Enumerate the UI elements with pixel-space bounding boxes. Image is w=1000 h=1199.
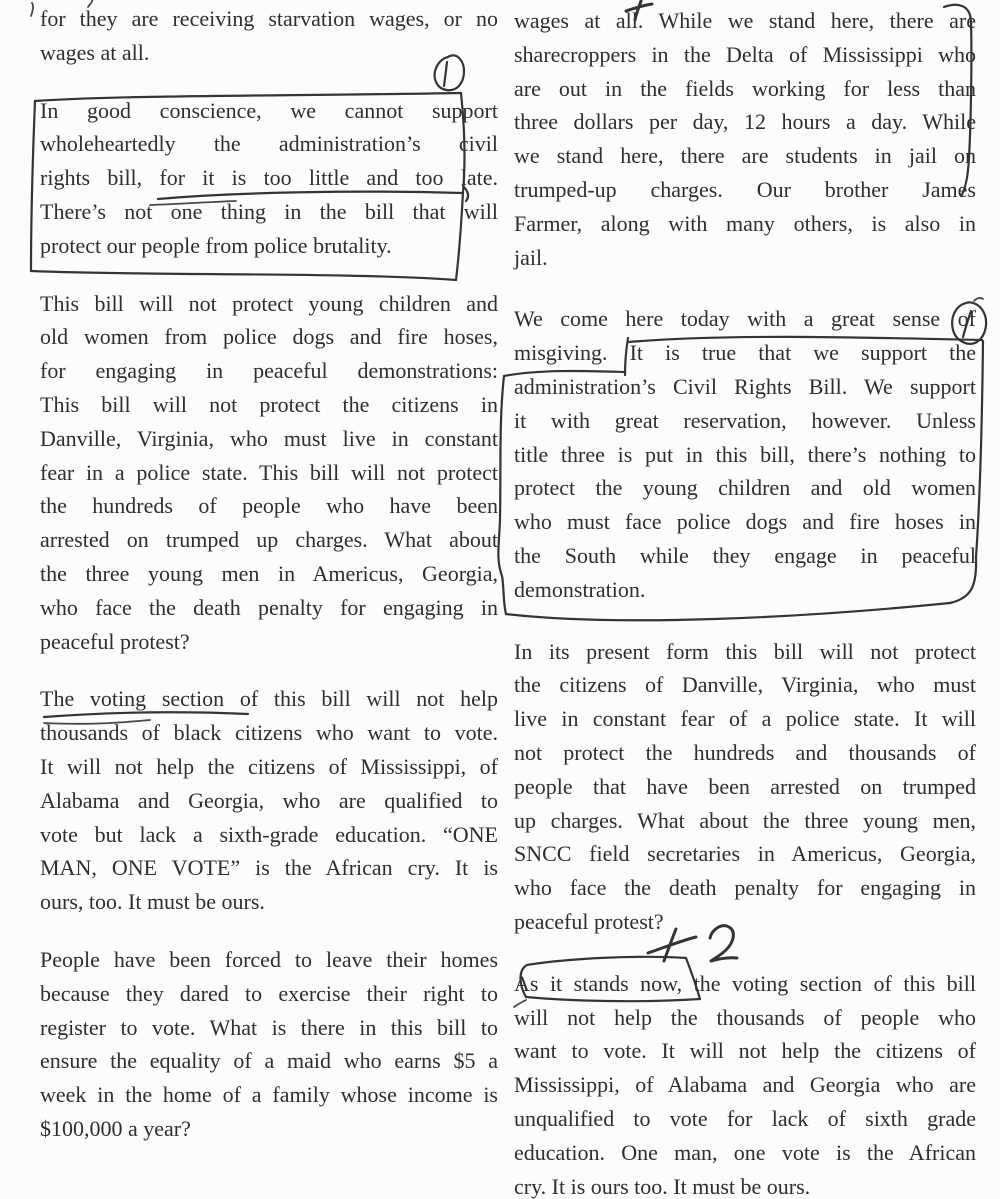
text-line: sharecroppers in the Delta of Mississippi who [514, 41, 976, 67]
right-text-column [514, 0, 976, 1199]
text-line: because they dared to exercise their right to [40, 980, 498, 1006]
text-line: people that have been arrested on trumped [514, 773, 976, 799]
paragraph [40, 94, 498, 263]
text-line: vote but lack a sixth-grade education. “ONE [40, 821, 498, 847]
text-line: want to vote. It will not help the citizens of [514, 1038, 976, 1064]
text-line: protect our people from police brutality. [40, 232, 392, 258]
paragraph [514, 635, 976, 939]
text-line: This bill will not protect young children and [40, 290, 498, 316]
text-line: Farmer, along with many others, is also in [514, 210, 976, 236]
text-line: rights bill, for it is too little and too late. [40, 165, 498, 191]
text-line: wages at all. While we stand here, there are [514, 8, 976, 33]
text-line: three dollars per day, 12 hours a day. While [514, 109, 976, 135]
text-line: ours, too. It must be ours. [40, 889, 265, 915]
text-line: unqualified to vote for lack of sixth grade [514, 1105, 976, 1131]
text-line: who must face police dogs and fire hoses in [514, 509, 976, 535]
text-line: jail. [514, 244, 548, 270]
text-line: we stand here, there are students in jail on [514, 143, 976, 169]
text-line: who face the death penalty for engaging in [40, 594, 498, 620]
text-line: In its present form this bill will not protect [514, 638, 976, 664]
text-line: $100,000 a year? [40, 1115, 191, 1141]
text-line: will not help the thousands of people who [514, 1004, 976, 1030]
text-line: for they are receiving starvation wages, or no [40, 6, 498, 31]
text-line: This bill will not protect the citizens in [40, 391, 498, 417]
text-line: As it stands now, the voting section of this bill [514, 970, 976, 996]
text-line: wholeheartedly the administration’s civil [40, 131, 498, 157]
text-line: title three is put in this bill, there’s nothing to [514, 441, 976, 467]
paragraph [514, 967, 976, 1199]
text-line: for engaging in peaceful demonstrations: [40, 358, 498, 384]
text-line: old women from police dogs and fire hoses, [40, 324, 498, 350]
text-line: peaceful protest? [514, 908, 664, 934]
text-line: who face the death penalty for engaging in [514, 875, 976, 901]
text-line: the hundreds of people who have been [40, 493, 498, 519]
text-line: protect the young children and old women [514, 475, 976, 501]
text-line: not protect the hundreds and thousands of [514, 739, 976, 765]
text-line: The voting section of this bill will not help [40, 686, 498, 712]
text-line: In good conscience, we cannot support [40, 97, 498, 123]
text-line: peaceful protest? [40, 628, 190, 654]
text-line: Mississippi, of Alabama and Georgia who are [514, 1072, 976, 1098]
text-line: We come here today with a great sense of [514, 306, 976, 332]
text-line: the citizens of Danville, Virginia, who must [514, 672, 976, 698]
text-line: the South while they engage in peaceful [514, 542, 976, 568]
text-line: education. One man, one vote is the African [514, 1139, 976, 1165]
text-line: week in the home of a family whose income is [40, 1082, 498, 1108]
text-line: thousands of black citizens who want to vote. [40, 720, 498, 746]
paragraph [40, 682, 498, 919]
text-line: People have been forced to leave their homes [40, 946, 498, 972]
text-line: arrested on trumped up charges. What about [40, 527, 498, 553]
text-line: up charges. What about the three young men, [514, 807, 976, 833]
text-line: There’s not one thing in the bill that will [40, 198, 498, 224]
text-line: administration’s Civil Rights Bill. We support [514, 373, 976, 399]
text-line: fear in a police state. This bill will not protect [40, 459, 498, 485]
text-line: trumped-up charges. Our brother James [514, 176, 976, 202]
paragraph [514, 4, 976, 274]
text-line: MAN, ONE VOTE” is the African cry. It is [40, 855, 498, 881]
text-line: live in constant fear of a police state. It will [514, 706, 976, 732]
paragraph [514, 302, 976, 606]
paragraph [40, 2, 498, 70]
paragraph [40, 287, 498, 659]
text-line: ensure the equality of a maid who earns $5 a [40, 1048, 498, 1074]
text-line: are out in the fields working for less than [514, 75, 976, 101]
text-line: the three young men in Americus, Georgia, [40, 560, 498, 586]
text-line: register to vote. What is there in this bill to [40, 1014, 498, 1040]
text-line: demonstration. [514, 576, 646, 602]
text-line: It will not help the citizens of Mississippi, of [40, 753, 498, 779]
text-line: misgiving. It is true that we support the [514, 340, 976, 366]
text-line: wages at all. [40, 39, 150, 65]
text-line: it with great reservation, however. Unless [514, 407, 976, 433]
text-line: cry. It is ours too. It must be ours. [514, 1173, 811, 1199]
text-line: Alabama and Georgia, who are qualified to [40, 787, 498, 813]
text-line: SNCC field secretaries in Americus, Georgia, [514, 841, 976, 867]
text-line: Danville, Virginia, who must live in constant [40, 425, 498, 451]
left-text-column [40, 0, 498, 1170]
paragraph [40, 943, 498, 1146]
